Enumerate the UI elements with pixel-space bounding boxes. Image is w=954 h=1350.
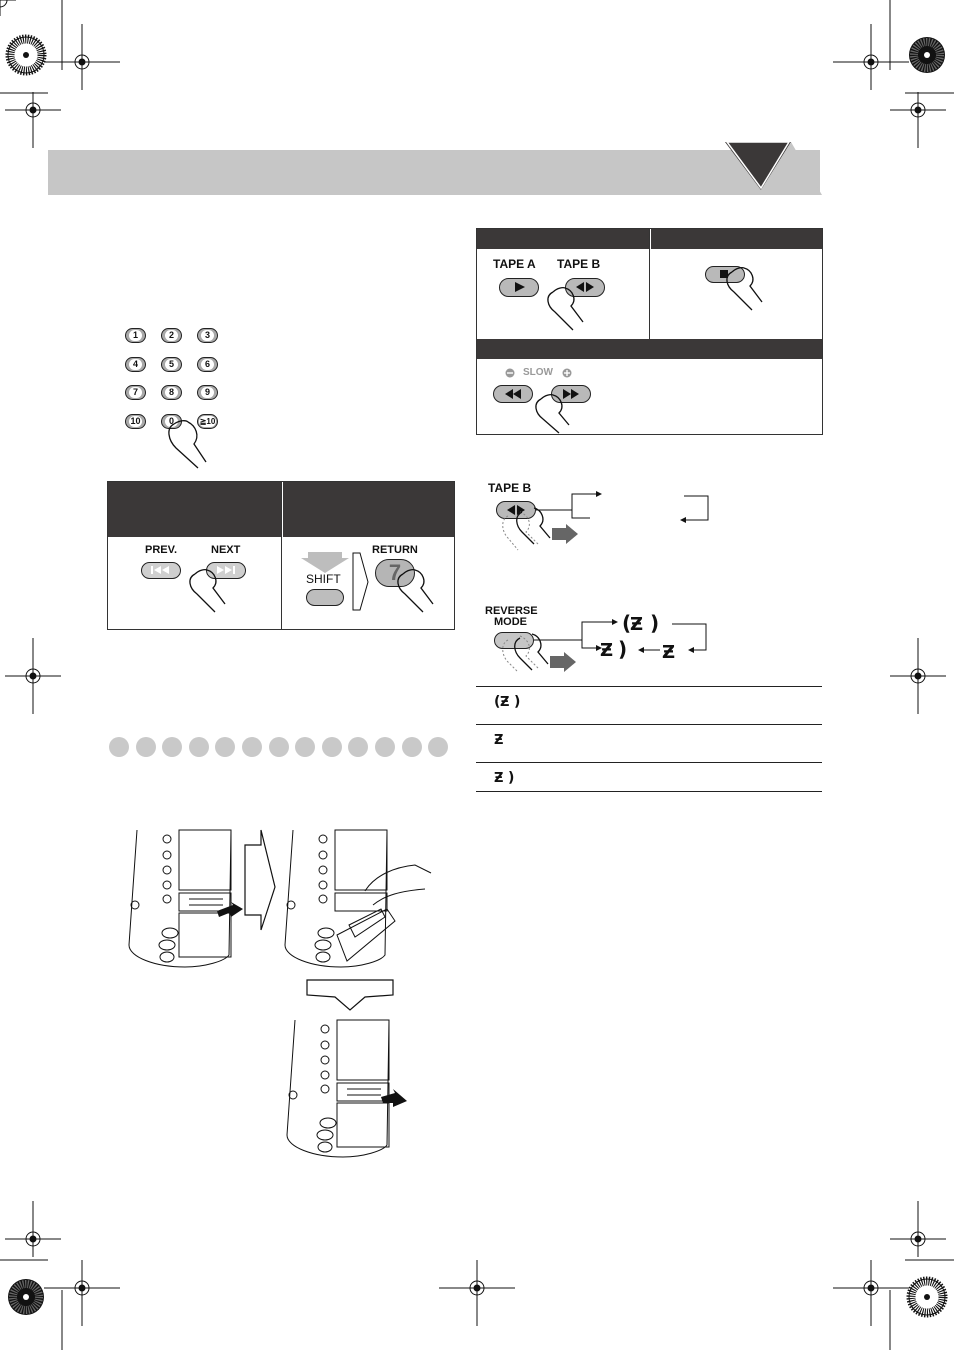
header-triangle-icon: [725, 140, 825, 200]
tape-b-direction-flow: [488, 488, 708, 548]
prev-button[interactable]: [141, 562, 181, 579]
number-key-label: 5: [165, 359, 178, 370]
svg-text:(: (: [622, 611, 632, 635]
number-key-8[interactable]: [161, 385, 182, 400]
tape-b-label: TAPE B: [557, 257, 601, 271]
svg-text:Ƶ: Ƶ: [500, 695, 510, 710]
legend-rule-bottom: [476, 791, 822, 792]
svg-text:): ): [618, 637, 628, 661]
tape-table-header-play: [477, 229, 649, 249]
skip-table-divider: [281, 482, 282, 629]
slow-minus-icon: [505, 368, 515, 378]
number-key-label: 9: [201, 387, 214, 398]
reverse-mode-label-line2: MODE: [494, 616, 527, 628]
reverse-mode-icon: [494, 769, 524, 785]
shift-label: SHIFT: [306, 572, 341, 586]
tape-a-label: TAPE A: [493, 257, 536, 271]
number-key-label: 10: [130, 416, 141, 426]
slow-label: SLOW: [523, 367, 553, 378]
divider-dot: [322, 737, 342, 757]
svg-text:): ): [650, 611, 660, 635]
reverse-mode-flow: [488, 610, 718, 670]
play-icon: [514, 282, 526, 292]
tape-a-play-button[interactable]: [499, 278, 539, 297]
section-header-bar: [48, 150, 820, 195]
number-key-label: 2: [165, 330, 178, 341]
number-key-2[interactable]: [161, 328, 182, 343]
number-key-label: 6: [201, 359, 214, 370]
finger-press-icon: [393, 568, 453, 618]
svg-text:Ƶ: Ƶ: [494, 771, 504, 786]
divider-dot: [375, 737, 395, 757]
number-key-label: 3: [201, 330, 214, 341]
reverse-mode-icon: [494, 693, 524, 709]
next-label: NEXT: [211, 544, 241, 556]
slow-plus-icon: [562, 368, 572, 378]
svg-text:(: (: [494, 694, 501, 710]
number-key-6[interactable]: [197, 357, 218, 372]
divider-dot: [428, 737, 448, 757]
divider-dot: [402, 737, 422, 757]
number-key-label: 0: [165, 416, 178, 427]
skip-table-header-right: [283, 482, 454, 537]
number-key-label: 4: [129, 359, 142, 370]
reverse-mode-icon: [494, 731, 524, 747]
cassette-insertion-illustration: [125, 825, 445, 1170]
finger-press-icon: [531, 393, 591, 438]
number-key-4[interactable]: [125, 357, 146, 372]
tape-table-divider: [649, 229, 650, 339]
divider-dot: [242, 737, 262, 757]
svg-text:Ƶ: Ƶ: [630, 614, 644, 635]
reverse-mode-label-line1: REVERSE: [485, 605, 538, 617]
number-key-1[interactable]: [125, 328, 146, 343]
number-key-label: ≧10: [199, 417, 216, 426]
tape-table-header-stop: [651, 229, 822, 249]
svg-text:): ): [514, 694, 521, 710]
divider-dot: [295, 737, 315, 757]
svg-text:Ƶ: Ƶ: [662, 642, 676, 663]
finger-press-icon: [543, 286, 603, 336]
finger-press-icon: [185, 568, 245, 618]
legend-rule-top: [476, 686, 822, 687]
number-key-5[interactable]: [161, 357, 182, 372]
shift-button[interactable]: [306, 589, 344, 606]
number-key-label: 8: [165, 387, 178, 398]
return-key-label: 7: [388, 560, 402, 585]
tape-table-header-wind: [477, 339, 822, 359]
tape-b-direction-label: TAPE B: [488, 481, 532, 495]
prev-label: PREV.: [145, 544, 178, 556]
divider-dot: [136, 737, 156, 757]
legend-rule: [476, 724, 822, 725]
number-key-label: 7: [129, 387, 142, 398]
finger-press-icon: [160, 420, 220, 480]
divider-dot: [269, 737, 289, 757]
return-label: RETURN: [372, 544, 418, 556]
number-key-7[interactable]: [125, 385, 146, 400]
divider-dot: [109, 737, 129, 757]
skip-table-header-left: [108, 482, 281, 537]
rewind-icon: [503, 389, 523, 399]
divider-dot: [215, 737, 235, 757]
number-key-label: 1: [129, 330, 142, 341]
number-key-10[interactable]: [125, 414, 146, 429]
arrow-right-icon: [352, 552, 370, 612]
rewind-button[interactable]: [493, 385, 533, 403]
svg-text:): ): [508, 770, 515, 786]
svg-text:Ƶ: Ƶ: [494, 733, 504, 748]
divider-dot: [348, 737, 368, 757]
divider-dot: [189, 737, 209, 757]
number-key-3[interactable]: [197, 328, 218, 343]
number-key-9[interactable]: [197, 385, 218, 400]
svg-text:Ƶ: Ƶ: [600, 640, 614, 661]
finger-press-icon: [722, 266, 782, 316]
divider-dot: [162, 737, 182, 757]
shift-down-arrow-icon: [300, 552, 350, 574]
legend-rule: [476, 762, 822, 763]
prev-track-icon: [150, 565, 172, 575]
